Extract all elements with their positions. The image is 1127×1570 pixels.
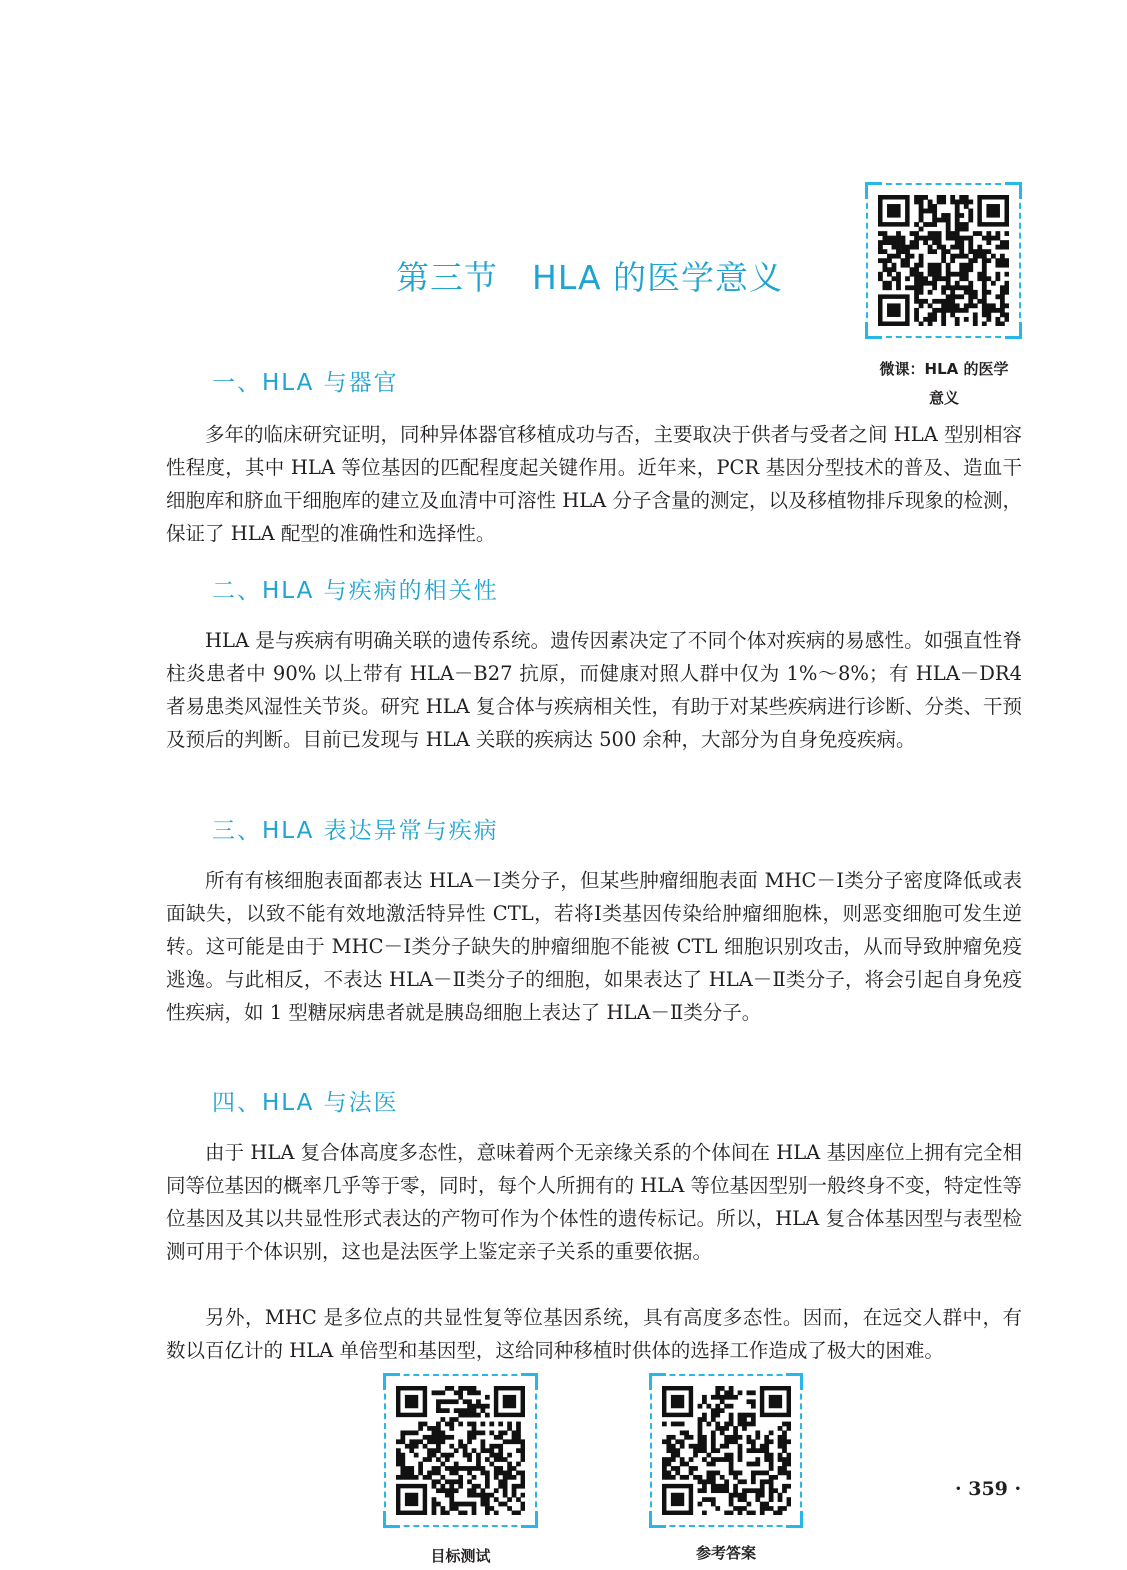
page-number: · 359 · [955, 1478, 1022, 1500]
qr-caption-target-test: 目标测试 [430, 1547, 491, 1565]
qr-caption-line1: 微课：HLA 的医学 [879, 360, 1009, 378]
paragraph: HLA 是与疾病有明确关联的遗传系统。遗传因素决定了不同个体对疾病的易感性。如强直性脊柱炎患者中 90% 以上带有 HLA－B27 抗原，而健康对照人群中仅为 1%～8%；有 HLA－DR4 者易患类风湿性关节炎。研究 HLA 复合体与疾病相关性，有助于对某些疾病进行诊断、分类、干预及预后的判断。目前已发现与 HLA 关联的疾病达 500 余种，大部分为自身免疫疾病。 [166, 629, 1022, 751]
section-heading-4: 四、HLA 与法医 [212, 1090, 399, 1116]
qr-code-icon [396, 1386, 525, 1515]
qr-code-microlecture[interactable] [866, 183, 1021, 338]
qr-code-icon [878, 195, 1009, 326]
paragraph: 另外，MHC 是多位点的共显性复等位基因系统，具有高度多态性。因而，在远交人群中，有数以百亿计的 HLA 单倍型和基因型，这给同种移植时供体的选择工作造成了极大的困难。 [166, 1306, 1022, 1362]
qr-caption-answers: 参考答案 [695, 1544, 756, 1562]
paragraph: 由于 HLA 复合体高度多态性，意味着两个无亲缘关系的个体间在 HLA 基因座位上拥有完全相同等位基因的概率几乎等于零，同时，每个人所拥有的 HLA 等位基因型别一般终身不变，特定性等位基因及其以共显性形式表达的产物可作为个体性的遗传标记。所以，HLA 复合体基因型与表型检测可用于个体识别，这也是法医学上鉴定亲子关系的重要依据。 [166, 1141, 1022, 1263]
qr-caption-line2: 意义 [928, 389, 959, 407]
section-heading-2: 二、HLA 与疾病的相关性 [212, 578, 499, 604]
paragraph: 所有有核细胞表面都表达 HLA－Ⅰ类分子，但某些肿瘤细胞表面 MHC－Ⅰ类分子密度降低或表面缺失，以致不能有效地激活特异性 CTL，若将Ⅰ类基因传染给肿瘤细胞株，则恶变细胞可发生逆转。这可能是由于 MHC－Ⅰ类分子缺失的肿瘤细胞不能被 CTL 细胞识别攻击，从而导致肿瘤免疫逃逸。与此相反，不表达 HLA－Ⅱ类分子的细胞，如果表达了 HLA－Ⅱ类分子，将会引起自身免疫性疾病，如 1 型糖尿病患者就是胰岛细胞上表达了 HLA－Ⅱ类分子。 [166, 869, 1022, 1024]
section-heading-3: 三、HLA 表达异常与疾病 [212, 818, 499, 844]
paragraph: 多年的临床研究证明，同种异体器官移植成功与否，主要取决于供者与受者之间 HLA 型别相容性程度，其中 HLA 等位基因的匹配程度起关键作用。近年来，PCR 基因分型技术的普及、造血干细胞库和脐血干细胞库的建立及血清中可溶性 HLA 分子含量的测定，以及移植物排斥现象的检测，保证了 HLA 配型的准确性和选择性。 [166, 423, 1022, 545]
section-heading-1: 一、HLA 与器官 [212, 370, 399, 396]
section-title: 第三节 HLA 的医学意义 [396, 258, 784, 297]
qr-code-icon [662, 1386, 791, 1515]
qr-code-answers[interactable] [650, 1374, 802, 1527]
qr-caption-microlecture [858, 355, 1030, 413]
qr-code-target-test[interactable] [384, 1374, 537, 1527]
